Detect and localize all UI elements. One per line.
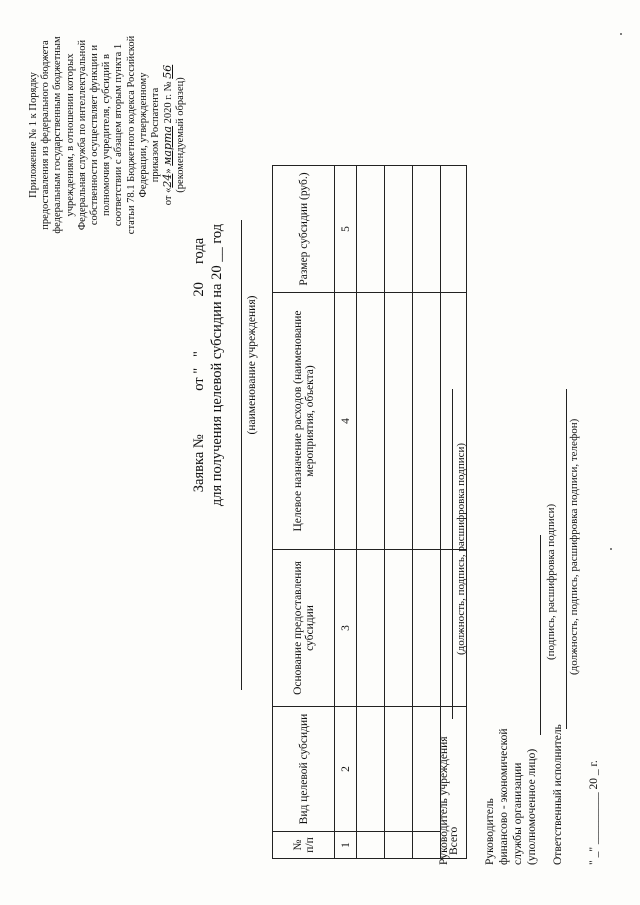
- header-type: Вид целевой субсидии: [273, 707, 335, 832]
- table-cell: [413, 832, 441, 859]
- table-cell: [413, 550, 441, 707]
- date-mid: »: [163, 168, 175, 174]
- title-line-1: Заявка № от " " 20 года: [191, 237, 207, 493]
- annex-line: полномочия учредителя, субсидий в: [101, 54, 113, 216]
- table-cell: [357, 832, 385, 859]
- fin-caption: (подпись, расшифровка подписи): [545, 503, 557, 660]
- col-number: 2: [335, 707, 357, 832]
- total-label: Всего: [441, 707, 467, 859]
- date-day: 24: [161, 173, 175, 188]
- annex-header: [28, 5, 188, 265]
- col-number: 1: [335, 832, 357, 859]
- annex-date: [162, 5, 175, 265]
- col-number: 5: [335, 166, 357, 293]
- fin-label-3: службы организации: [512, 762, 524, 865]
- head-rule: [452, 389, 453, 719]
- form-title: [190, 155, 226, 575]
- table-cell: [441, 166, 467, 293]
- exec-rule: [566, 389, 567, 729]
- annex-line: предоставления из федерального бюджета: [40, 40, 52, 230]
- table-cell: [413, 707, 441, 832]
- table-cell: [413, 166, 441, 293]
- col-number: 4: [335, 293, 357, 550]
- table-cell: [357, 550, 385, 707]
- table-cell: [357, 707, 385, 832]
- date-prefix: от «: [163, 187, 175, 206]
- table-cell: [385, 550, 413, 707]
- date-year: 2020 г. №: [163, 81, 175, 124]
- date-number: 56: [161, 64, 175, 79]
- scan-speck: [620, 33, 622, 35]
- exec-label: Ответственный исполнитель: [552, 724, 564, 865]
- title-line-2: для получения целевой субсидии на 20 __ год: [209, 223, 225, 507]
- institution-rule: [241, 220, 242, 690]
- annex-line: федеральным государственным бюджетным: [52, 36, 64, 234]
- institution-caption: (наименование учреждения): [246, 295, 258, 435]
- fin-rule: [540, 535, 541, 735]
- fin-label-4: (уполномоченное лицо): [526, 748, 538, 865]
- header-basis: Основание предоставления субсидии: [273, 550, 335, 707]
- col-number: 3: [335, 550, 357, 707]
- fin-label-2: финансово - экономической: [498, 728, 510, 865]
- annex-line: соответствии с абзацем вторым пункта 1: [113, 43, 125, 227]
- head-caption: (должность, подпись, расшифровка подписи): [455, 442, 467, 655]
- scan-speck: [610, 548, 612, 550]
- annex-line: собственности осуществляет функции и: [89, 44, 101, 226]
- annex-line: статьи 78.1 Бюджетного кодекса Российской: [125, 35, 137, 235]
- table-cell: [385, 832, 413, 859]
- date-month: марта: [161, 126, 175, 166]
- annex-line: Федеральная служба по интеллектуальной: [76, 39, 88, 231]
- header-amount: Размер субсидии (руб.): [273, 166, 335, 293]
- header-num: № п/п: [273, 832, 335, 859]
- fin-label-1: Руководитель: [484, 798, 496, 865]
- table-cell: [385, 707, 413, 832]
- table-cell: [413, 293, 441, 550]
- table-cell: [357, 166, 385, 293]
- exec-caption: (должность, подпись, расшифровка подписи, телефон): [568, 418, 580, 675]
- table-cell: [385, 293, 413, 550]
- annex-line: учреждениям, в отношении которых: [64, 53, 76, 217]
- table-cell: [357, 293, 385, 550]
- table-cell: [385, 166, 413, 293]
- annex-line: Приложение № 1 к Порядку: [28, 72, 39, 198]
- header-purpose: Целевое назначение расходов (наименование мероприятия, объекта): [273, 293, 335, 550]
- annex-line: Федерации, утвержденному: [137, 72, 149, 198]
- head-label: Руководитель учреждения: [438, 736, 450, 865]
- recommended-note: (рекомендуемый образец): [175, 77, 187, 193]
- date-line: " _" _________ 20 _ г.: [588, 760, 600, 865]
- annex-line: приказом Роспатента: [150, 87, 162, 183]
